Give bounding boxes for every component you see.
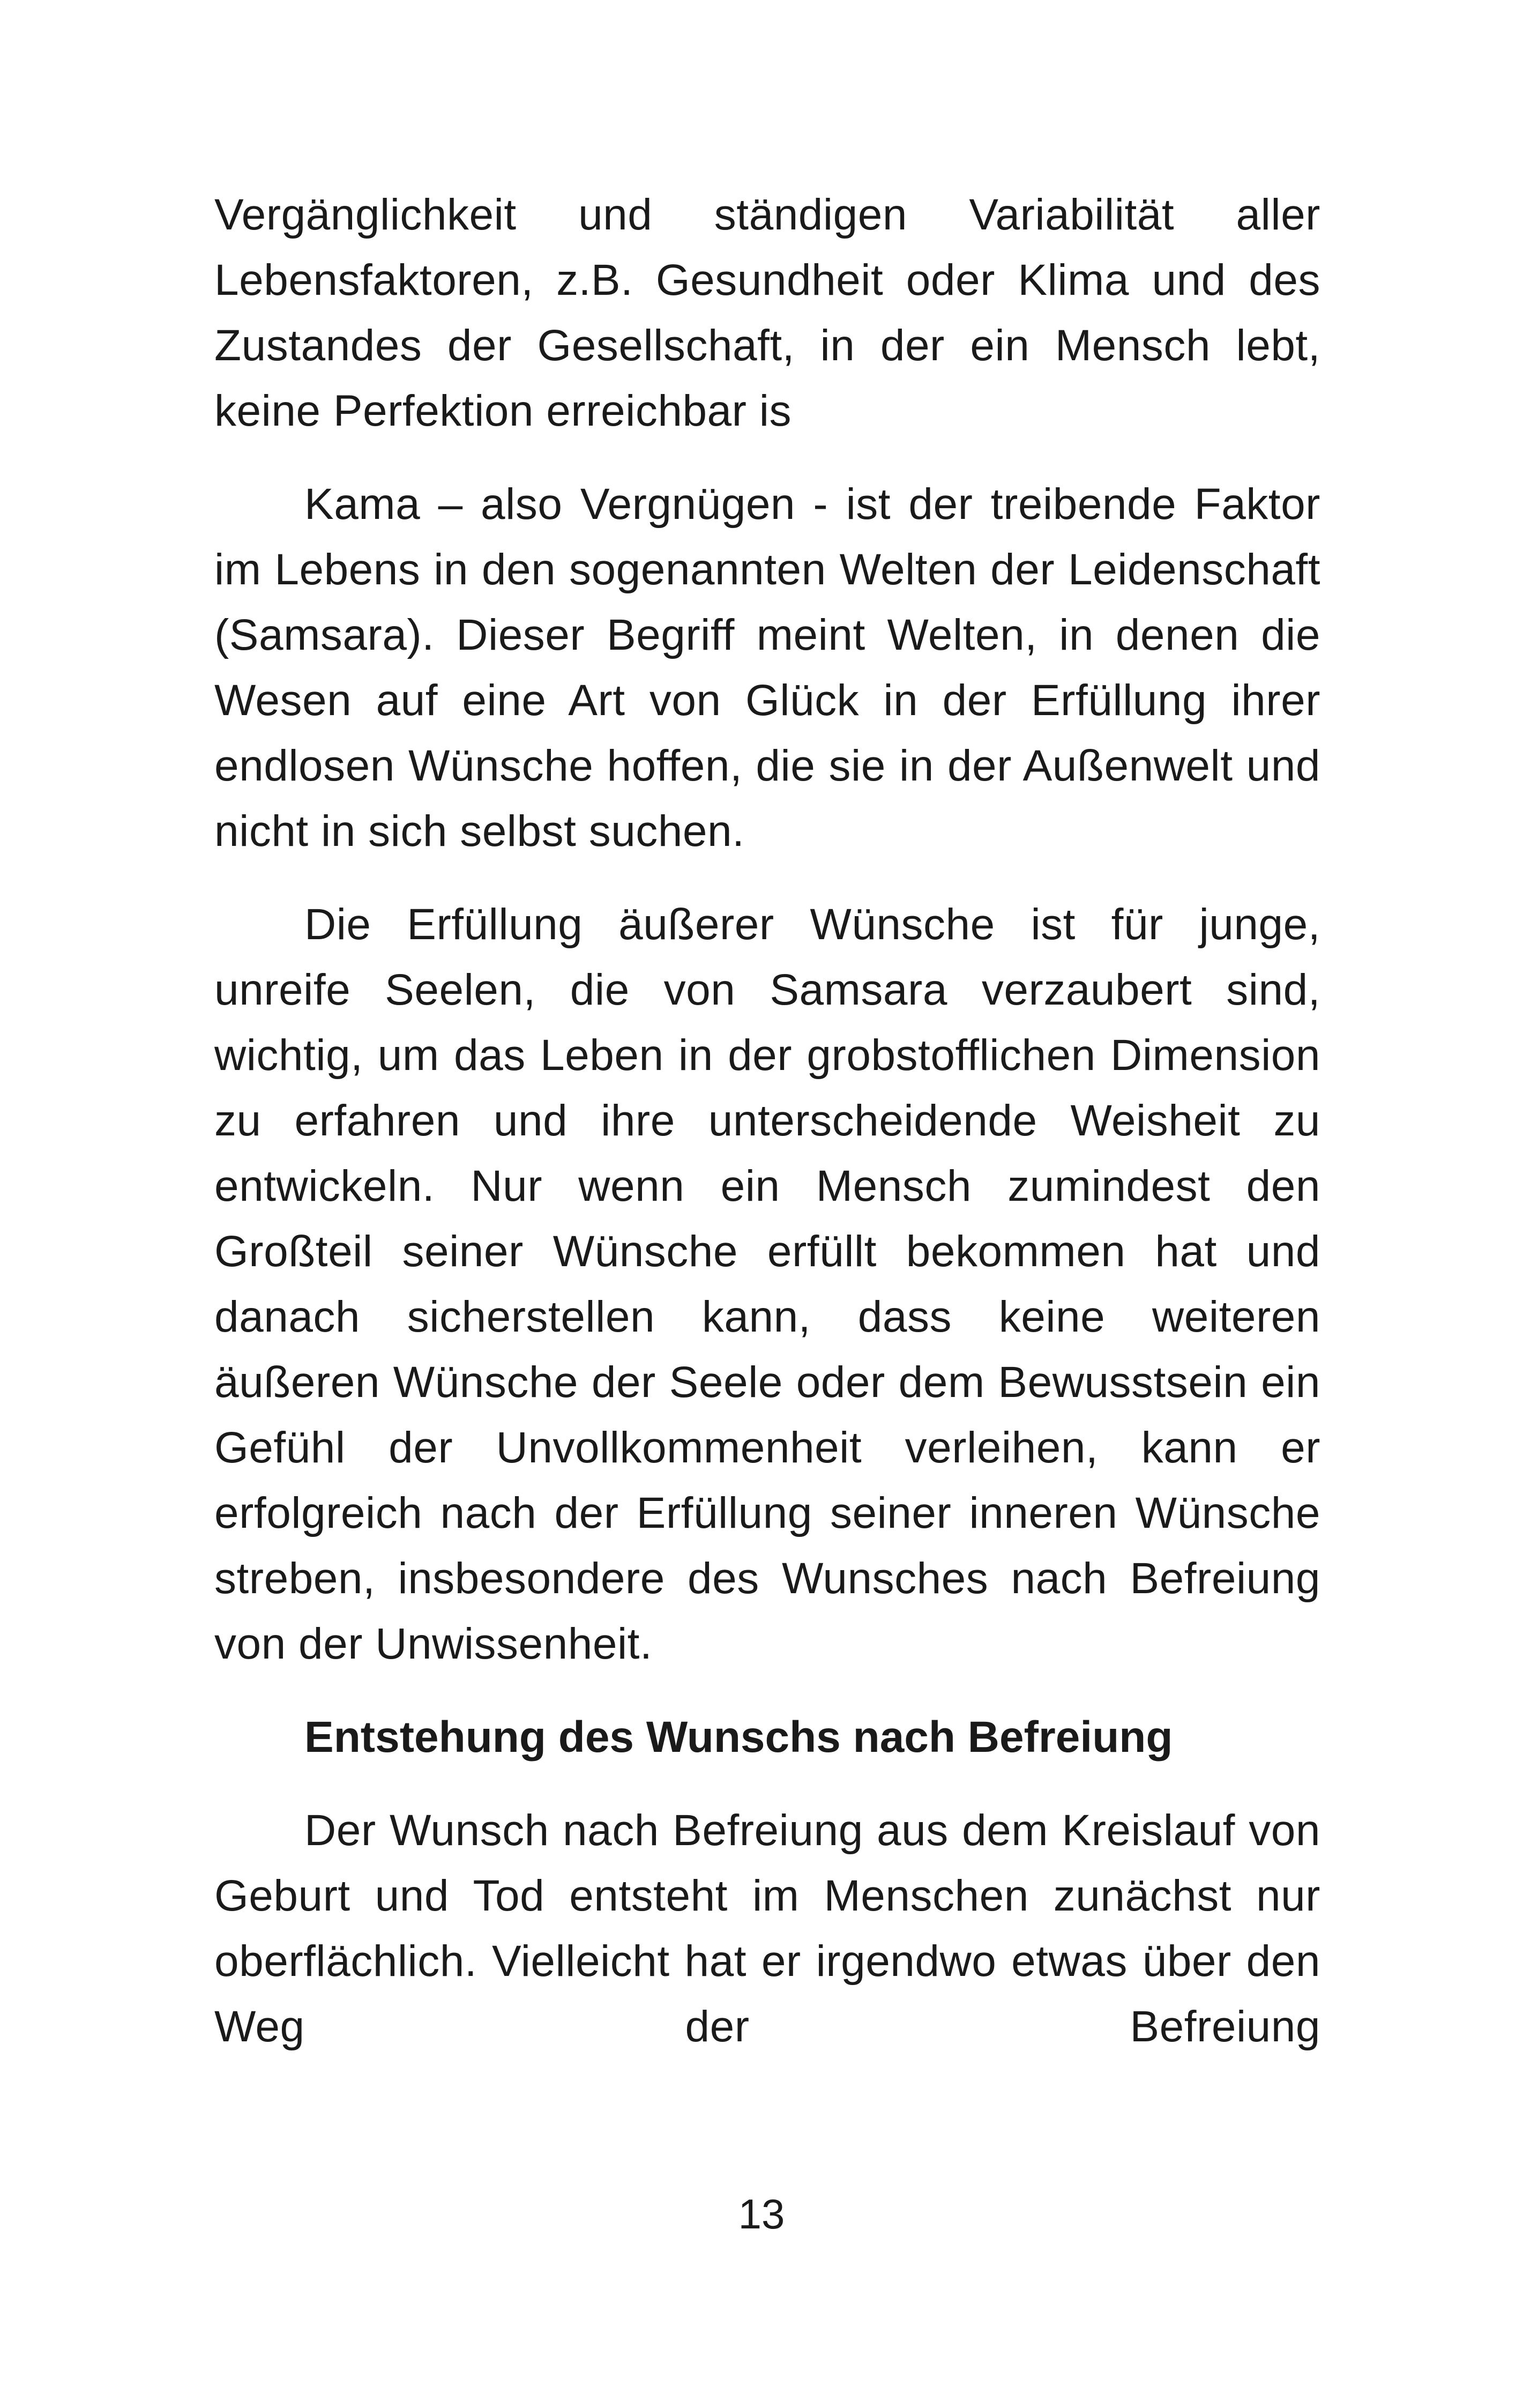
paragraph-liberation: Der Wunsch nach Befreiung aus dem Kreislauf von Geburt und Tod entsteht im Menschen zunächst nur oberflächlich. Vielleicht hat er irgendwo etwas über den Weg der Befreiung <box>214 1806 1320 2051</box>
section-heading: Entstehung des Wunschs nach Befreiung <box>304 1713 1173 1762</box>
page-number: 13 <box>738 2190 785 2238</box>
page-body <box>214 182 1320 2060</box>
paragraph-kama: Kama – also Vergnügen - ist der treibende Faktor im Lebens in den sogenannten Welten der Leidenschaft (Samsara). Dieser Begriff meint Welten, in denen die Wesen auf eine Art von Glück in der Erfüllung ihrer endlosen Wünsche hoffen, die sie in der Außenwelt und nicht in sich selbst suchen. <box>214 480 1320 856</box>
paragraph-wishes: Die Erfüllung äußerer Wünsche ist für junge, unreife Seelen, die von Samsara verzaubert sind, wichtig, um das Leben in der grobstofflichen Dimension zu erfahren und ihre unterscheidende Weisheit zu entwickeln. Nur wenn ein Mensch zumindest den Großteil seiner Wünsche erfüllt bekommen hat und danach sicherstellen kann, dass keine weiteren äußeren Wünsche der Seele oder dem Bewusstsein ein Gefühl der Unvollkommenheit verleihen, kann er erfolgreich nach der Erfüllung seiner inneren Wünsche streben, insbesondere des Wunsches nach Befreiung von der Unwissenheit. <box>214 900 1320 1668</box>
paragraph-continuation: Vergänglichkeit und ständigen Variabilität aller Lebensfaktoren, z.B. Gesundheit oder Klima und des Zustandes der Gesellschaft, in der ein Mensch lebt, keine Perfektion erreichbar is <box>214 190 1320 435</box>
